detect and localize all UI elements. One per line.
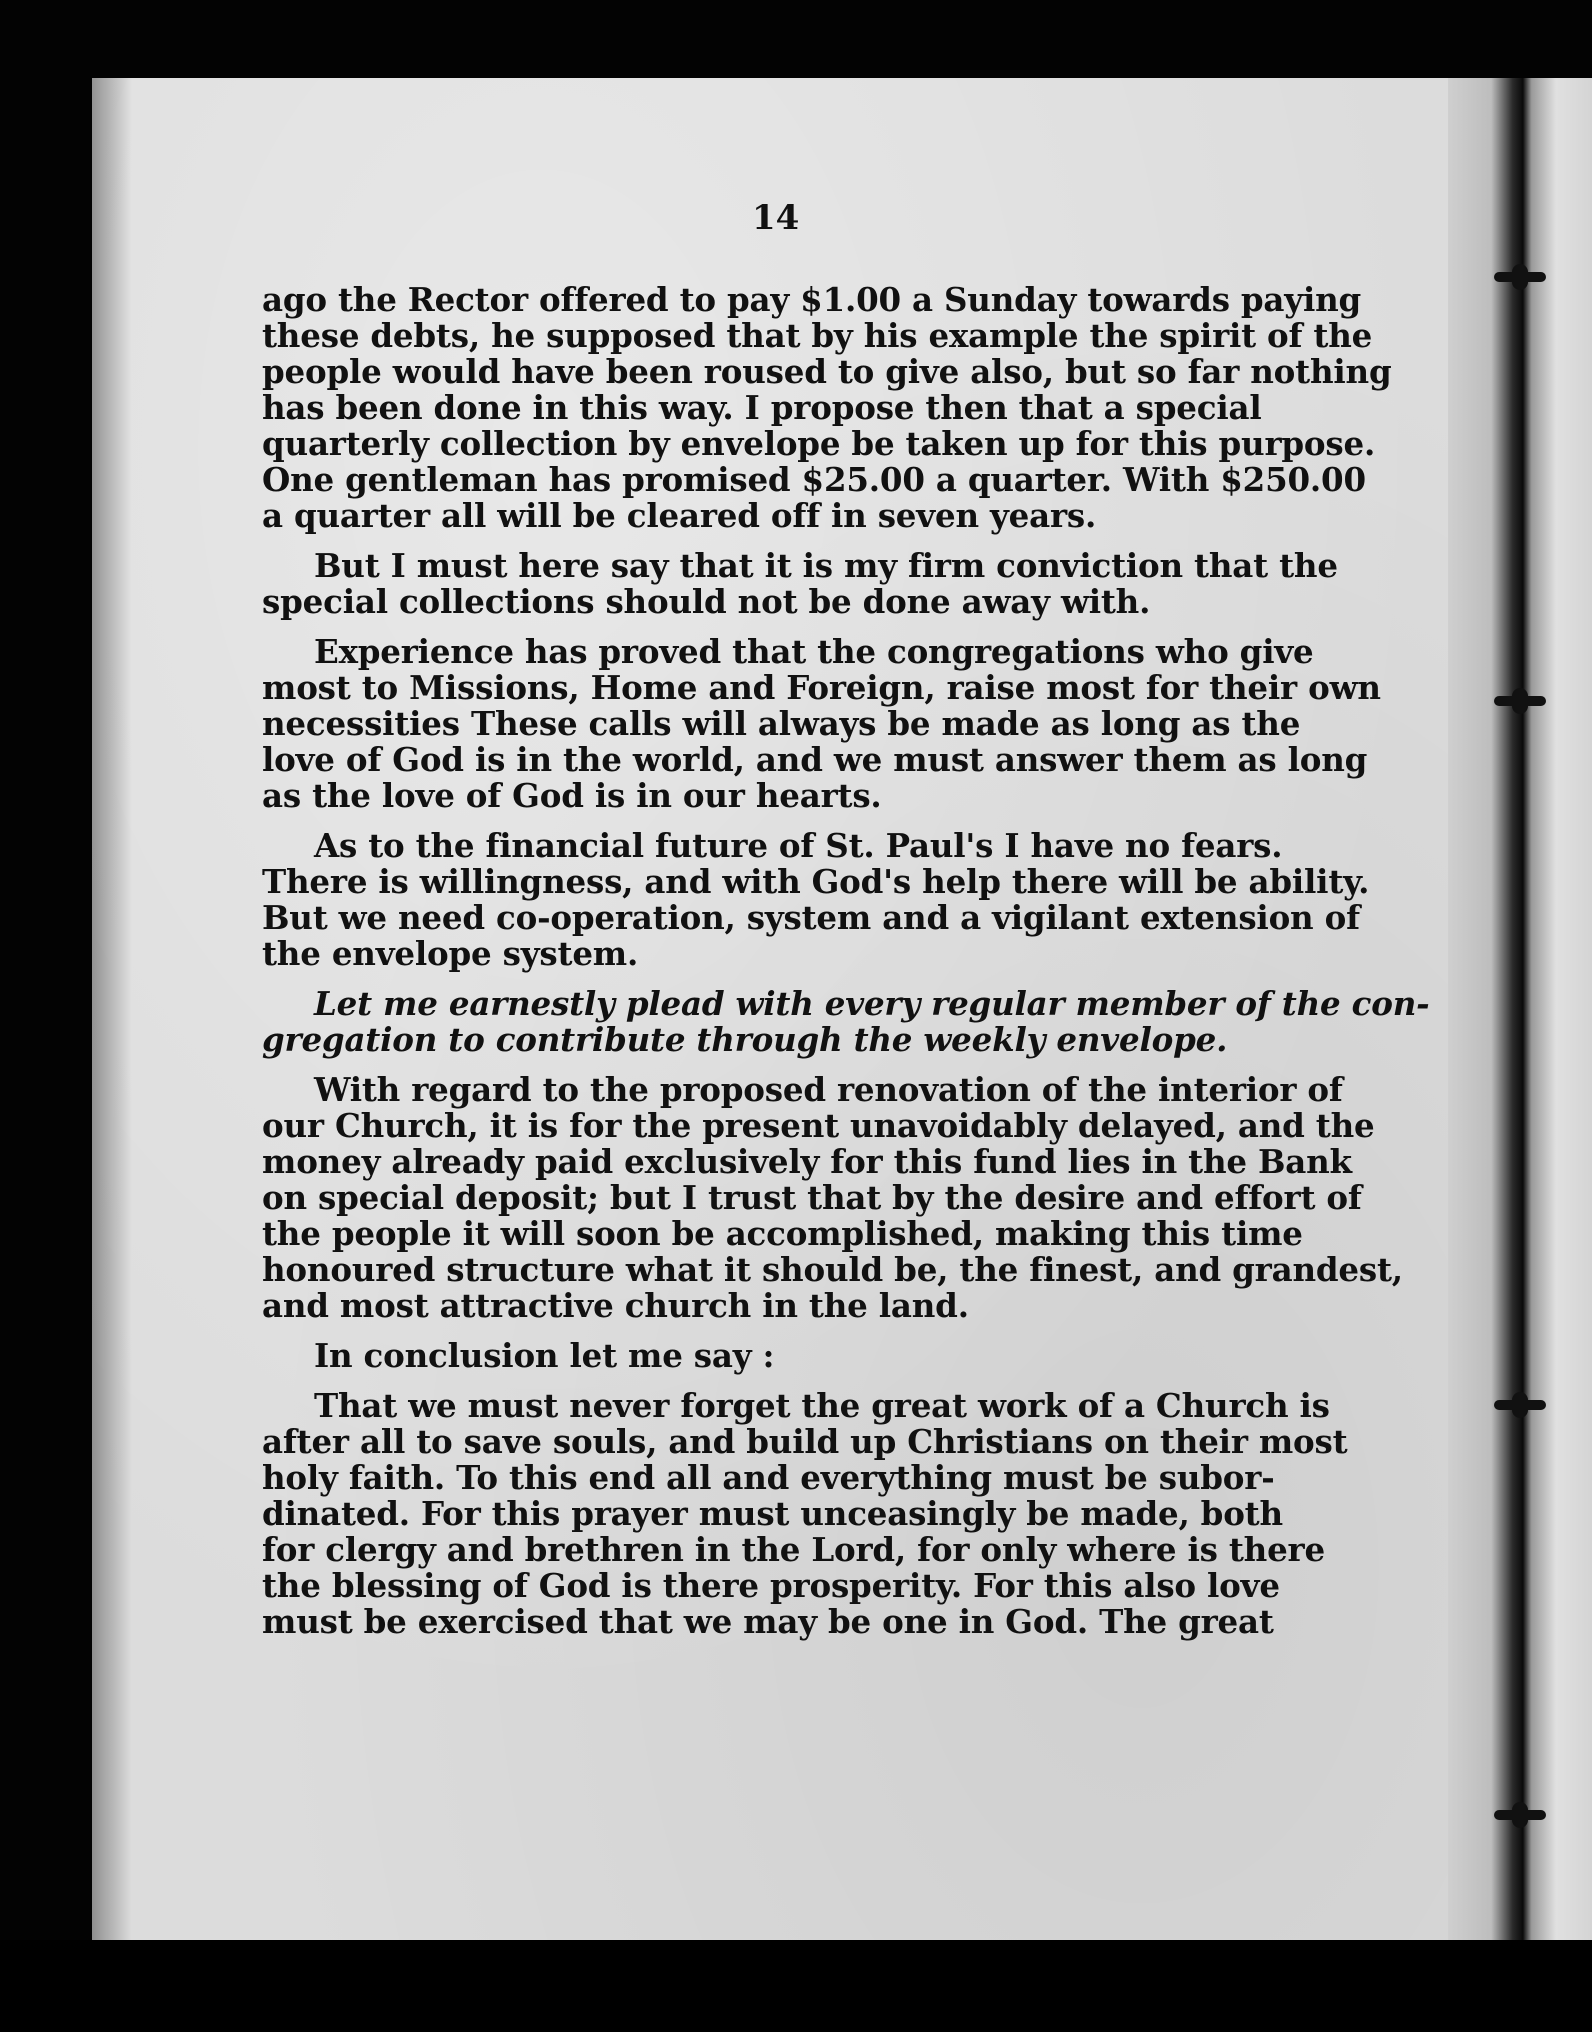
- text-line: must be exercised that we may be one in God. The great: [262, 1602, 1274, 1641]
- text-line: But I must here say that it is my firm conviction that the: [314, 546, 1338, 585]
- text-line: honoured structure what it should be, the finest, and grandest,: [262, 1250, 1403, 1289]
- paragraph: [262, 1338, 1322, 1374]
- text-line: holy faith. To this end all and everything must be subor-: [262, 1458, 1275, 1497]
- emphasized-paragraph: [262, 984, 1430, 1059]
- text-line: special collections should not be done away with.: [262, 582, 1151, 621]
- text-line: the envelope system.: [262, 934, 639, 973]
- text-line: dinated. For this prayer must unceasingly be made, both: [262, 1494, 1283, 1533]
- text-line: One gentleman has promised $25.00 a quarter. With $250.00: [262, 460, 1366, 499]
- text-line: on special deposit; but I trust that by the desire and effort of: [262, 1178, 1362, 1217]
- text-line: With regard to the proposed renovation of the interior of: [314, 1070, 1343, 1109]
- book-binding: [1448, 78, 1592, 1940]
- text-line: people would have been roused to give also, but so far nothing: [262, 352, 1392, 391]
- text-line: gregation to contribute through the weekly envelope.: [262, 1020, 1228, 1059]
- scan-border: [0, 1940, 1592, 2032]
- text-line: a quarter all will be cleared off in seven years.: [262, 496, 1097, 535]
- text-line: In conclusion let me say :: [314, 1336, 775, 1375]
- binding-stitch: [1494, 272, 1546, 282]
- body-text: [262, 200, 1430, 1654]
- binding-stitch: [1494, 696, 1546, 706]
- text-line: There is willingness, and with God's help there will be ability.: [262, 862, 1370, 901]
- paragraph: [262, 546, 1338, 621]
- text-line: But we need co-operation, system and a vigilant extension of: [262, 898, 1360, 937]
- paragraph: [262, 632, 1381, 815]
- text-line: these debts, he supposed that by his example the spirit of the: [262, 316, 1373, 355]
- text-line: quarterly collection by envelope be taken up for this purpose.: [262, 424, 1376, 463]
- text-line: Experience has proved that the congregations who give: [314, 632, 1314, 671]
- text-line: Let me earnestly plead with every regular member of the con-: [314, 984, 1430, 1023]
- text-line: and most attractive church in the land.: [262, 1286, 969, 1325]
- paragraph: [262, 280, 1392, 535]
- binding-stitch: [1494, 1400, 1546, 1410]
- text-line: our Church, it is for the present unavoidably delayed, and the: [262, 1106, 1375, 1145]
- text-line: money already paid exclusively for this fund lies in the Bank: [262, 1142, 1352, 1181]
- paragraph: [262, 1386, 1348, 1641]
- text-line: most to Missions, Home and Foreign, raise most for their own: [262, 668, 1381, 707]
- page-number: 14: [752, 198, 800, 238]
- text-line: as the love of God is in our hearts.: [262, 776, 882, 815]
- text-line: love of God is in the world, and we must answer them as long: [262, 740, 1368, 779]
- binding-stitch: [1494, 1810, 1546, 1820]
- text-line: for clergy and brethren in the Lord, for only where is there: [262, 1530, 1325, 1569]
- text-line: the people it will soon be accomplished, making this time: [262, 1214, 1303, 1253]
- paragraph: [262, 1070, 1403, 1325]
- text-line: That we must never forget the great work of a Church is: [314, 1386, 1330, 1425]
- page-edge-shadow: [92, 78, 132, 1940]
- text-line: As to the financial future of St. Paul's I have no fears.: [314, 826, 1283, 865]
- text-line: has been done in this way. I propose then that a special: [262, 388, 1262, 427]
- text-line: necessities These calls will always be made as long as the: [262, 704, 1301, 743]
- text-line: after all to save souls, and build up Christians on their most: [262, 1422, 1348, 1461]
- text-line: the blessing of God is there prosperity. For this also love: [262, 1566, 1280, 1605]
- paragraph: [262, 826, 1370, 973]
- text-line: ago the Rector offered to pay $1.00 a Sunday towards paying: [262, 280, 1362, 319]
